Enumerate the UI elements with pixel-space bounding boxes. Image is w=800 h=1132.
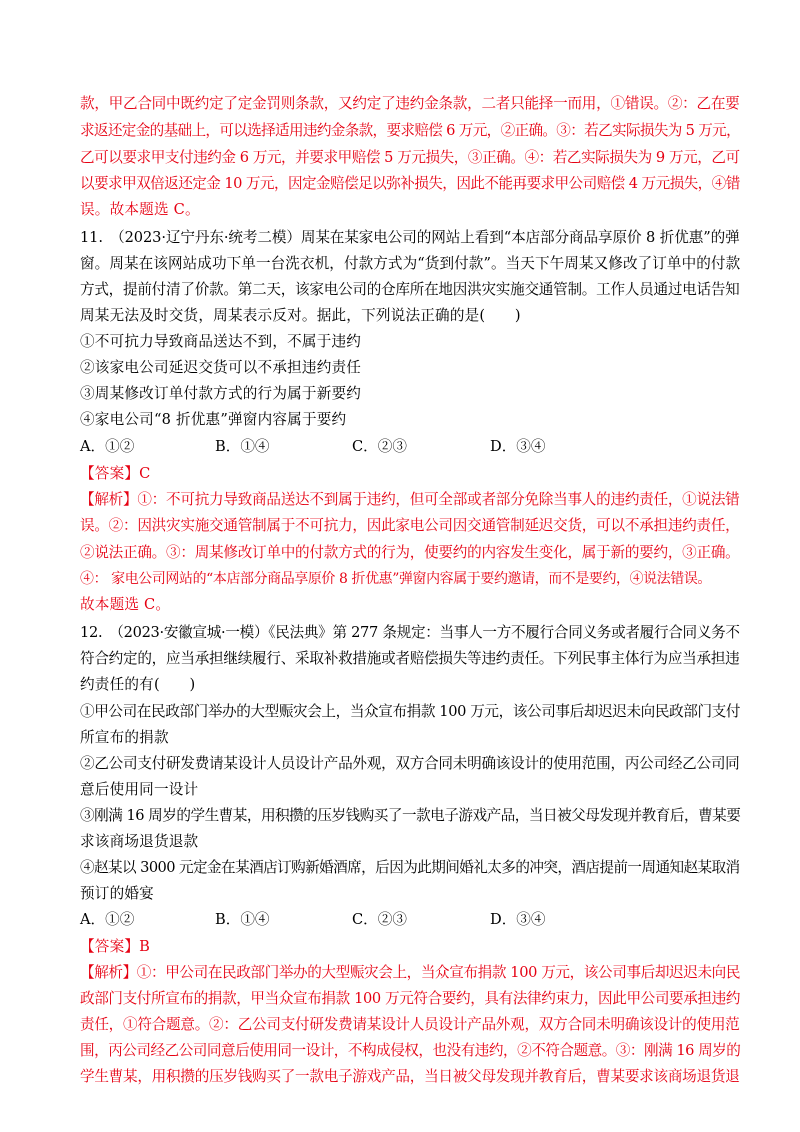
- analysis-line: 围，丙公司经乙公司同意后使用同一设计，不构成侵权，也没有违约，②不符合题意。③：刚满 16 周岁的: [80, 1042, 741, 1059]
- statement-3: ③刚满 16 周岁的学生曹某，用积攒的压岁钱购买了一款电子游戏产品，当日被父母发现并教育后，曹某要: [80, 807, 741, 824]
- analysis-line: ④： 家电公司网站的“本店部分商品享原价 8 折优惠”弹窗内容属于要约邀请，而不是要约，④说法错误。: [80, 571, 711, 587]
- analysis-line: ②说法正确。③：周某修改订单中的付款方式的行为，使要约的内容发生变化，属于新的要约，③正确。: [80, 544, 740, 561]
- statement-2: ②该家电公司延迟交货可以不承担违约责任: [80, 359, 362, 376]
- analysis-line: 求返还定金的基础上，可以选择适用违约金条款，要求赔偿 6 万元，②正确。③：若乙实际损失为 5 万元，: [80, 122, 741, 139]
- question-12-stem: 符合约定的，应当承担继续履行、采取补救措施或者赔偿损失等违约责任。下列民事主体行为应当承担违: [80, 650, 740, 667]
- analysis-line: 【解析】①：不可抗力导致商品送达不到属于违约，但可全部或者部分免除当事人的违约责任，①说法错: [80, 491, 740, 508]
- question-11-stem: 方式，提前付清了价款。第二天，该家电公司的仓库所在地因洪灾实施交通管制。工作人员通过电话告知: [80, 281, 740, 298]
- analysis-line: 学生曹某，用积攒的压岁钱购买了一款电子游戏产品，当日被父母发现并教育后，曹某要求该商场退货退: [80, 1068, 740, 1085]
- analysis-line: 以要求甲双倍返还定金 10 万元，因定金赔偿足以弥补损失，因此不能再要求甲公司赔偿 4 万元损失，④错: [80, 175, 740, 192]
- statement-1-cont: 所宣布的捐款: [80, 729, 169, 746]
- option-a: A．①②: [80, 911, 135, 928]
- answer-label: 【答案】B: [80, 938, 151, 955]
- option-b: B．①④: [215, 438, 270, 455]
- option-d: D．③④: [490, 911, 546, 928]
- statement-3-cont: 求该商场退货退款: [80, 833, 199, 850]
- answer-label: 【答案】C: [80, 465, 151, 482]
- statement-4: ④家电公司“8 折优惠”弹窗内容属于要约: [80, 411, 347, 428]
- analysis-line: 款，甲乙合同中既约定了定金罚则条款，又约定了违约金条款，二者只能择一而用，①错误。②：乙在要: [80, 95, 740, 112]
- question-11-stem: 窗。周某在该网站成功下单一台洗衣机，付款方式为“货到付款”。当天下午周某又修改了订单中的付款: [80, 255, 741, 272]
- question-11-stem: 11. （2023·辽宁丹东·统考二模）周某在某家电公司的网站上看到“本店部分商品享原价 8 折优惠”的弹: [80, 229, 740, 246]
- statement-1: ①不可抗力导致商品送达不到，不属于违约: [80, 333, 362, 350]
- option-c: C．②③: [352, 438, 407, 455]
- statement-1: ①甲公司在民政部门举办的大型赈灾会上，当众宣布捐款 100 万元，该公司事后却迟迟未向民政部门支付: [80, 703, 741, 720]
- option-c: C．②③: [352, 911, 407, 928]
- question-12-stem: 约责任的有( ): [80, 676, 196, 693]
- analysis-line: 【解析】①：甲公司在民政部门举办的大型赈灾会上，当众宣布捐款 100 万元，该公司事后却迟迟未向民: [80, 964, 741, 981]
- analysis-line: 误。②：因洪灾实施交通管制属于不可抗力，因此家电公司因交通管制延迟交货，可以不承担违约责任，: [80, 517, 740, 534]
- analysis-line: 责任，①符合题意。②：乙公司支付研发费请某设计人员设计产品外观，双方合同未明确该设计的使用范: [80, 1016, 740, 1033]
- question-11-stem: 周某无法及时交货，周某表示反对。据此，下列说法正确的是( ): [80, 307, 521, 324]
- option-d: D．③④: [490, 438, 546, 455]
- option-a: A．①②: [80, 438, 135, 455]
- statement-4-cont: 预订的婚宴: [80, 885, 154, 902]
- statement-4: ④赵某以 3000 元定金在某酒店订购新婚酒席，后因为此期间婚礼太多的冲突，酒店提前一周通知赵某取消: [80, 859, 740, 876]
- statement-3: ③周某修改订单付款方式的行为属于新要约: [80, 385, 362, 402]
- analysis-line: 政部门支付所宣布的捐款，甲当众宣布捐款 100 万元符合要约，具有法律约束力，因此甲公司要承担违约: [80, 990, 741, 1007]
- question-12-stem: 12. （2023·安徽宣城·一模）《民法典》第 277 条规定：当事人一方不履行合同义务或者履行合同义务不: [80, 624, 740, 641]
- analysis-line: 乙可以要求甲支付违约金 6 万元，并要求甲赔偿 5 万元损失，③正确。④：若乙实际损失为 9 万元，乙可: [80, 149, 740, 166]
- analysis-line: 误。故本题选 C。: [80, 201, 200, 218]
- statement-2-cont: 意后使用同一设计: [80, 781, 199, 798]
- statement-2: ②乙公司支付研发费请某设计人员设计产品外观，双方合同未明确该设计的使用范围，丙公司经乙公司同: [80, 755, 740, 772]
- option-b: B．①④: [215, 911, 270, 928]
- analysis-line: 故本题选 C。: [80, 596, 171, 613]
